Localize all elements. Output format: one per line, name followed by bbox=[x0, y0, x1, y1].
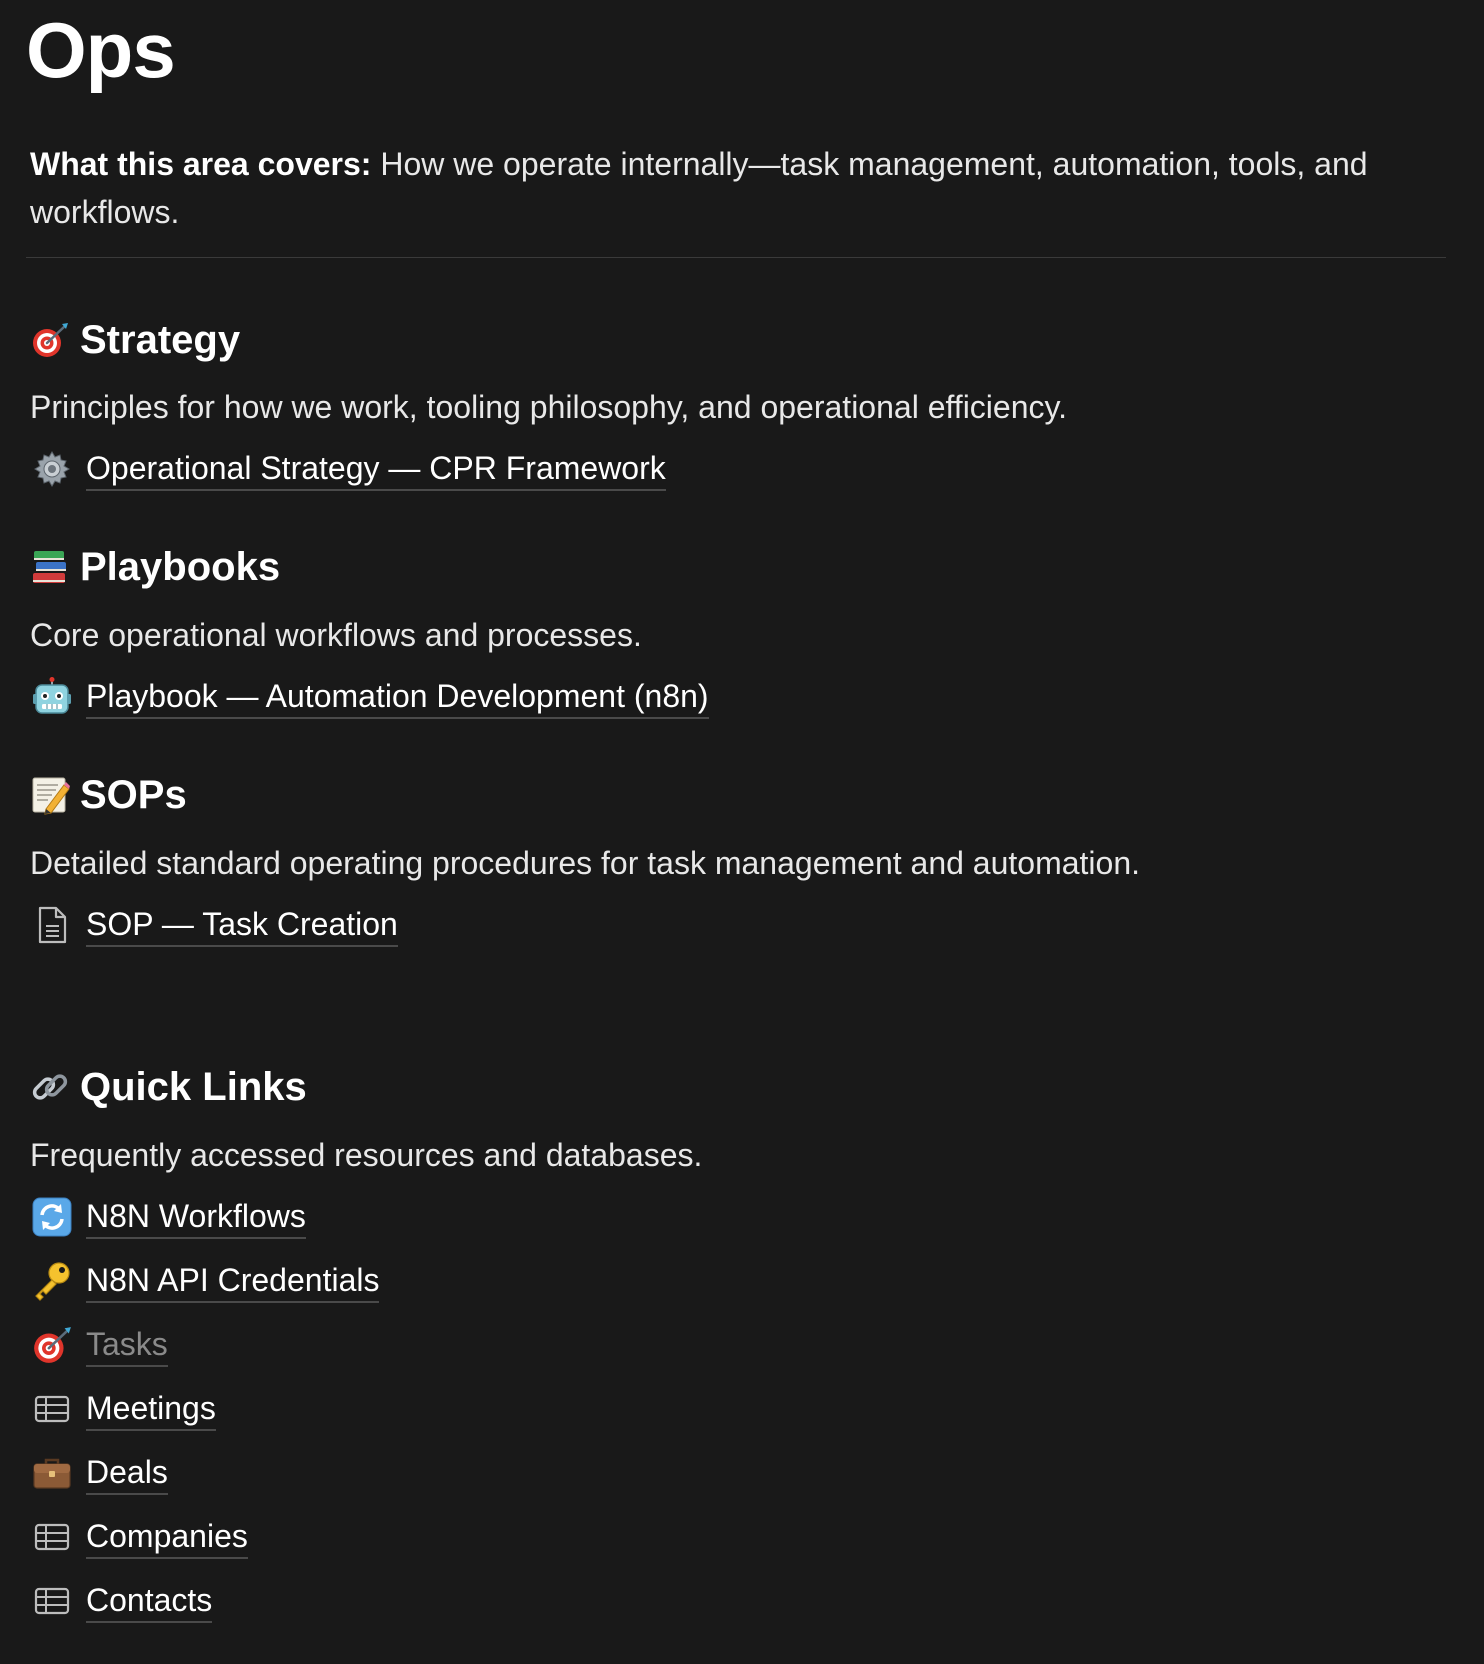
intro-label: What this area covers: bbox=[30, 146, 372, 182]
divider bbox=[26, 257, 1446, 258]
link-label[interactable]: Deals bbox=[86, 1452, 168, 1495]
page-title: Ops bbox=[26, 6, 175, 94]
quick-links-description: Frequently accessed resources and databases. bbox=[30, 1137, 703, 1173]
dart-target-icon bbox=[30, 1323, 74, 1367]
books-icon bbox=[30, 547, 70, 587]
link-label[interactable]: Playbook — Automation Development (n8n) bbox=[86, 676, 709, 719]
link-tasks[interactable] bbox=[30, 1321, 168, 1369]
link-label[interactable]: Companies bbox=[86, 1516, 248, 1559]
table-icon bbox=[30, 1515, 74, 1559]
sops-heading-text: SOPs bbox=[80, 772, 187, 817]
memo-icon bbox=[30, 775, 70, 815]
link-meetings[interactable] bbox=[30, 1385, 216, 1433]
gear-icon bbox=[30, 447, 74, 491]
dart-target-icon bbox=[30, 320, 70, 360]
quick-links-heading-text: Quick Links bbox=[80, 1064, 307, 1109]
playbooks-heading-text: Playbooks bbox=[80, 544, 281, 589]
strategy-heading bbox=[30, 314, 240, 366]
link-n8n-workflows[interactable] bbox=[30, 1193, 306, 1241]
link-label[interactable]: Operational Strategy — CPR Framework bbox=[86, 448, 666, 491]
table-icon bbox=[30, 1387, 74, 1431]
link-n8n-api-credentials[interactable] bbox=[30, 1257, 379, 1305]
link-label[interactable]: Tasks bbox=[86, 1324, 168, 1367]
link-deals[interactable] bbox=[30, 1449, 168, 1497]
playbooks-description: Core operational workflows and processes. bbox=[30, 617, 642, 653]
playbooks-heading bbox=[30, 541, 280, 593]
link-label[interactable]: Contacts bbox=[86, 1580, 212, 1623]
link-icon bbox=[30, 1067, 70, 1107]
robot-icon bbox=[30, 675, 74, 719]
sops-heading bbox=[30, 769, 187, 821]
strategy-description: Principles for how we work, tooling philosophy, and operational efficiency. bbox=[30, 389, 1068, 425]
intro-text: How we operate internally—task management, automation, tools, and workflows. bbox=[30, 146, 1368, 230]
link-companies[interactable] bbox=[30, 1513, 248, 1561]
link-label[interactable]: Meetings bbox=[86, 1388, 216, 1431]
link-label[interactable]: SOP — Task Creation bbox=[86, 904, 398, 947]
link-contacts[interactable] bbox=[30, 1577, 212, 1625]
sops-description: Detailed standard operating procedures for task management and automation. bbox=[30, 845, 1141, 881]
quick-links-heading bbox=[30, 1061, 307, 1113]
link-sop-task-creation[interactable] bbox=[30, 901, 398, 949]
table-icon bbox=[30, 1579, 74, 1623]
briefcase-icon bbox=[30, 1451, 74, 1495]
key-icon bbox=[30, 1259, 74, 1303]
sync-arrows-icon bbox=[30, 1195, 74, 1239]
document-icon bbox=[30, 903, 74, 947]
intro-paragraph bbox=[30, 140, 1410, 236]
strategy-heading-text: Strategy bbox=[80, 317, 241, 362]
link-automation-playbook[interactable] bbox=[30, 673, 709, 721]
link-operational-strategy[interactable] bbox=[30, 445, 666, 493]
link-label[interactable]: N8N Workflows bbox=[86, 1196, 306, 1239]
link-label[interactable]: N8N API Credentials bbox=[86, 1260, 379, 1303]
